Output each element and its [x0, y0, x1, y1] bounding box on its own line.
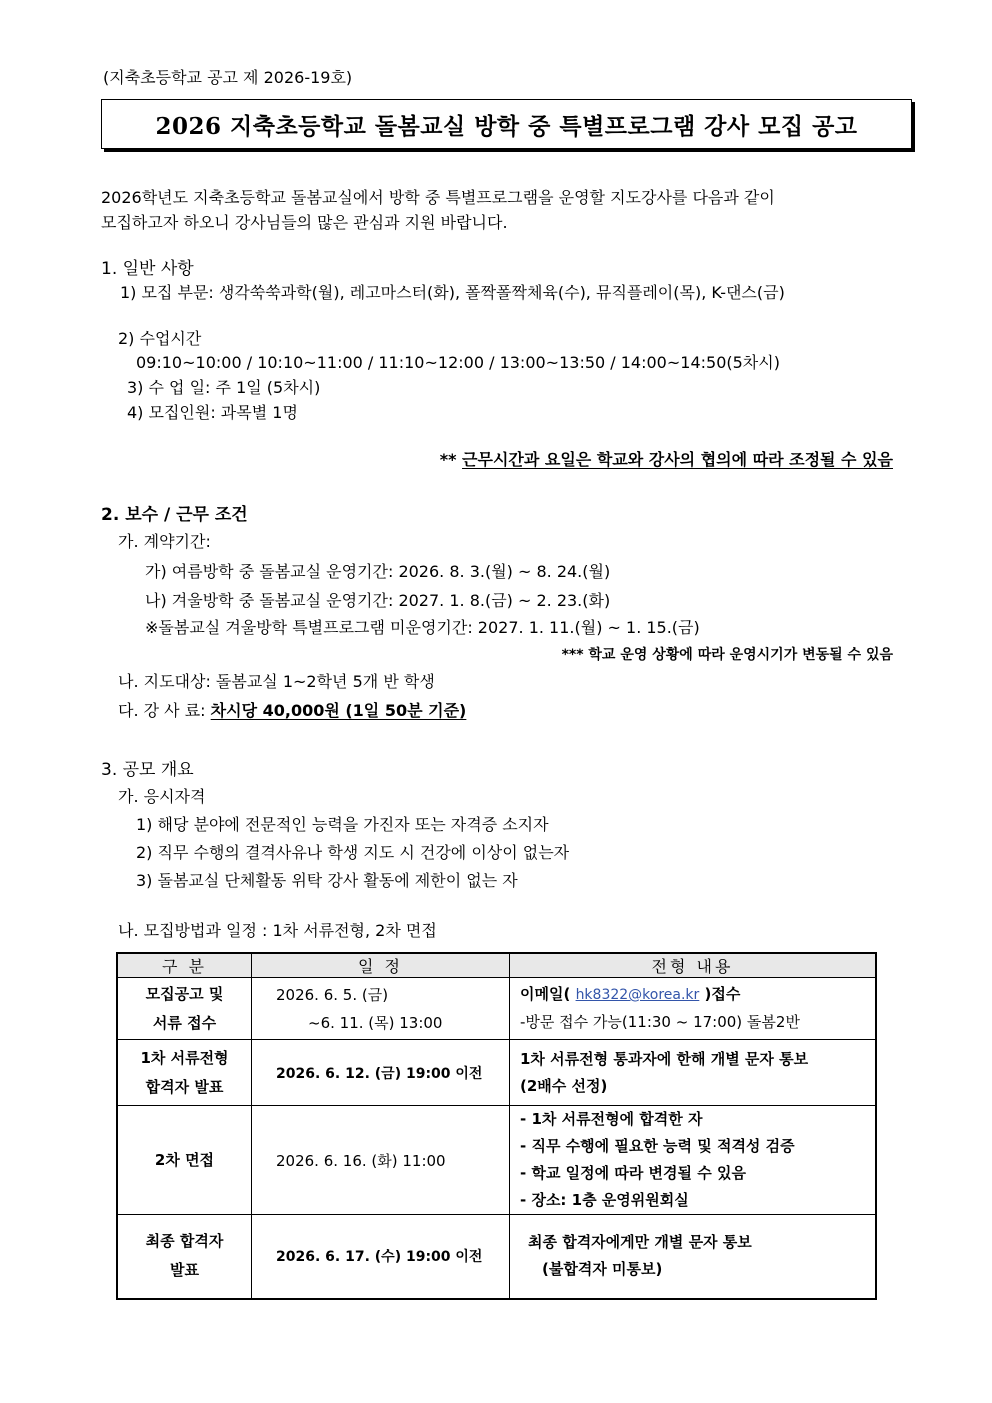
email-prefix: 이메일(: [520, 985, 576, 1003]
cell-line: 합격자 발표: [145, 1077, 224, 1096]
table-cell-schedule: [252, 978, 510, 1040]
section1-heading: 1. 일반 사항: [101, 259, 194, 279]
email-suffix: )접수: [699, 985, 741, 1003]
cell-line: 최종 합격자: [145, 1232, 224, 1251]
table-header: 구 분: [117, 953, 252, 978]
section2-a-note: *** 학교 운영 상황에 따라 운영시기가 변동될 수 있음: [561, 647, 893, 663]
section2-a3: ※돌봄교실 겨울방학 특별프로그램 미운영기간: 2027. 1. 11.(월) ~ 1. 15.(금): [145, 618, 700, 637]
section2-heading: 2. 보수 / 근무 조건: [101, 505, 248, 525]
section1-item3: 3) 수 업 일: 주 1일 (5차시): [127, 378, 321, 397]
table-cell-category: [117, 1215, 252, 1299]
cell-line: 서류 접수: [152, 1013, 217, 1032]
cell-line: 2026. 6. 5. (금): [276, 985, 389, 1004]
section2-a1: 가) 여름방학 중 돌봄교실 운영기간: 2026. 8. 3.(월) ~ 8. 24.(월): [145, 562, 611, 581]
schedule-table: [116, 952, 877, 1300]
table-cell-content: [510, 1215, 877, 1299]
cell-line: 발표: [170, 1261, 199, 1280]
page-title: 2026 지축초등학교 돌봄교실 방학 중 특별프로그램 강사 모집 공고: [155, 112, 858, 140]
section1-note-text: 근무시간과 요일은 학교와 강사의 협의에 따라 조정될 수 있음: [462, 450, 893, 469]
section2-c-value: 차시당 40,000원 (1일 50분 기준): [210, 701, 467, 720]
cell-line: (2배수 선정): [520, 1076, 608, 1095]
cell-line: 모집공고 및: [145, 984, 224, 1003]
section3-a: 가. 응시자격: [118, 787, 206, 806]
section3-b: 나. 모집방법과 일정 : 1차 서류전형, 2차 면접: [118, 921, 437, 940]
table-cell-category: [117, 1040, 252, 1106]
table-cell-schedule: 2026. 6. 12. (금) 19:00 이전: [252, 1040, 510, 1106]
table-header-row: [117, 953, 876, 978]
section1-note-prefix: **: [439, 450, 463, 469]
table-cell-content: [510, 978, 877, 1040]
cell-line: - 1차 서류전형에 합격한 자: [520, 1110, 703, 1128]
table-cell-category: 2차 면접: [117, 1106, 252, 1215]
section3-a1: 1) 해당 분야에 전문적인 능력을 가진자 또는 자격증 소지자: [136, 815, 549, 834]
section1-item2: 2) 수업시간: [118, 329, 202, 348]
section3-a3: 3) 돌봄교실 단체활동 위탁 강사 활동에 제한이 없는 자: [136, 871, 518, 890]
cell-line: -방문 접수 가능(11:30 ~ 17:00) 돌봄2반: [520, 1013, 800, 1031]
table-header: 일 정: [252, 953, 510, 978]
cell-line: - 장소: 1층 운영위원회실: [520, 1191, 689, 1209]
doc-number: (지축초등학교 공고 제 2026-19호): [103, 68, 353, 87]
table-cell-content: [510, 1040, 877, 1106]
cell-line: - 직무 수행에 필요한 능력 및 적격성 검증: [520, 1137, 795, 1155]
cell-line: - 학교 일정에 따라 변경될 수 있음: [520, 1164, 746, 1182]
table-row: [117, 978, 876, 1040]
table-cell-content: [510, 1106, 877, 1215]
section1-item1: 1) 모집 부문: 생각쑥쑥과학(월), 레고마스터(화), 폴짝폴짝체육(수), 뮤직플레이(목), K-댄스(금): [120, 283, 785, 302]
section2-c: [118, 703, 466, 719]
section2-c-label: 다. 강 사 료:: [118, 701, 211, 720]
cell-line: (불합격자 미통보): [542, 1260, 663, 1279]
table-row: [117, 1215, 876, 1299]
section3-a2: 2) 직무 수행의 결격사유나 학생 지도 시 건강에 이상이 없는자: [136, 843, 570, 862]
section1-item4: 4) 모집인원: 과목별 1명: [127, 403, 298, 422]
table-cell-schedule: 2026. 6. 16. (화) 11:00: [252, 1106, 510, 1215]
intro-line-1: 2026학년도 지축초등학교 돌봄교실에서 방학 중 특별프로그램을 운영할 지도강사를 다음과 같이: [101, 188, 775, 207]
table-header: 전형 내용: [510, 953, 877, 978]
intro-line-2: 모집하고자 하오니 강사님들의 많은 관심과 지원 바랍니다.: [101, 213, 508, 232]
email-link[interactable]: hk8322@korea.kr: [575, 987, 700, 1003]
title-box: [101, 99, 912, 149]
section2-b: 나. 지도대상: 돌봄교실 1~2학년 5개 반 학생: [118, 672, 435, 691]
table-row: [117, 1106, 876, 1215]
section2-a2: 나) 겨울방학 중 돌봄교실 운영기간: 2027. 1. 8.(금) ~ 2. 23.(화): [145, 591, 611, 610]
section3-heading: 3. 공모 개요: [101, 760, 194, 780]
cell-line: 1차 서류전형 통과자에 한해 개별 문자 통보: [520, 1049, 809, 1068]
cell-line: 최종 합격자에게만 개별 문자 통보: [528, 1233, 752, 1252]
cell-line: [520, 981, 875, 1009]
section2-a: 가. 계약기간:: [118, 532, 211, 551]
section1-note: [440, 452, 893, 468]
section1-times: 09:10~10:00 / 10:10~11:00 / 11:10~12:00 / 13:00~13:50 / 14:00~14:50(5차시): [136, 353, 780, 372]
table-row: [117, 1040, 876, 1106]
cell-line: ~6. 11. (목) 13:00: [308, 1013, 443, 1032]
cell-line: 1차 서류전형: [140, 1048, 229, 1067]
table-cell-category: [117, 978, 252, 1040]
table-cell-schedule: 2026. 6. 17. (수) 19:00 이전: [252, 1215, 510, 1299]
